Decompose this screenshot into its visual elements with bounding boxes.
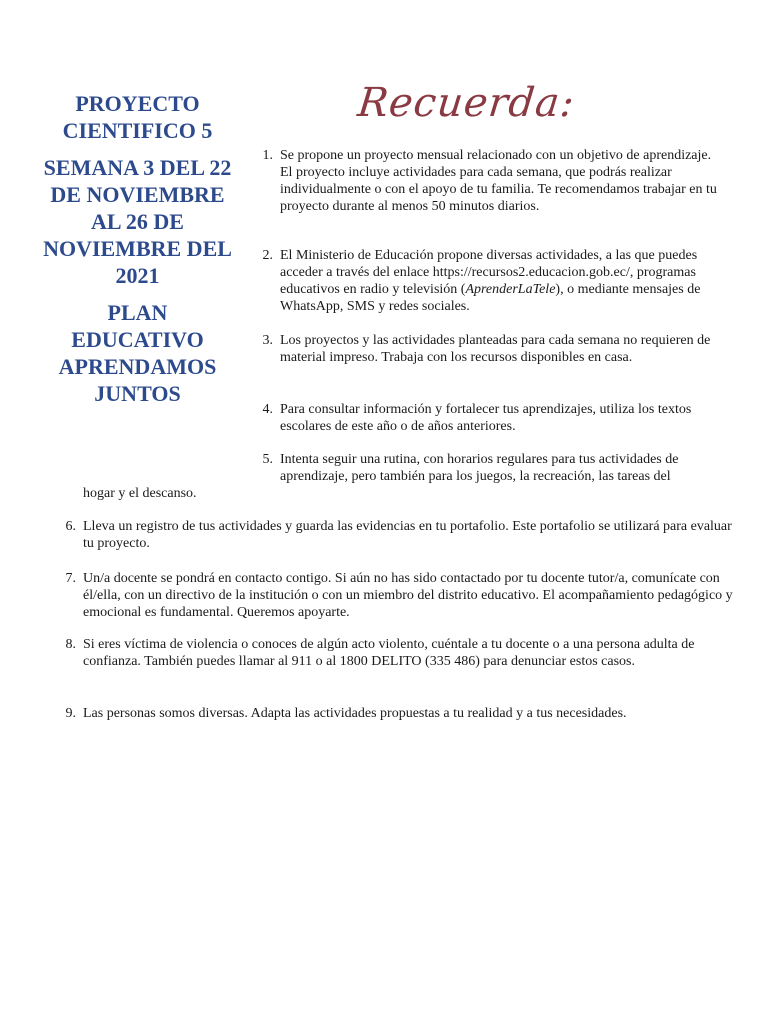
list-text: Los proyectos y las actividades planteadas para cada semana no requieren de material impreso. Trabaja con los recursos disponibles en casa. bbox=[280, 333, 711, 365]
list-text: Si eres víctima de violencia o conoces de algún acto violento, cuéntale a tu docente o a una persona adulta de confianza. También puedes llamar al 911 o al 1800 DELITO (335 486) para denunciar estos casos. bbox=[83, 637, 695, 669]
list-number: 1. bbox=[262, 148, 273, 163]
list-number: 3. bbox=[262, 333, 273, 348]
list-number: 5. bbox=[262, 452, 273, 467]
italic-program-name: AprenderLaTele bbox=[465, 282, 556, 297]
list-number: 4. bbox=[262, 402, 273, 417]
list-item-5-continuation: hogar y el descanso. bbox=[83, 486, 197, 501]
list-number: 6. bbox=[65, 519, 76, 534]
list-text bbox=[280, 247, 725, 315]
plan-title: PLAN EDUCATIVO APRENDAMOS JUNTOS bbox=[58, 300, 217, 406]
list-number: 7. bbox=[65, 571, 76, 586]
list-text: Un/a docente se pondrá en contacto contigo. Si aún no has sido contactado por tu docente tutor/a, comunícate con él/ella, con un directivo de la institución o con un miembro del distrito educativo. El acompañamiento pedagógico y emocional es fundamental. Queremos apoyarte. bbox=[83, 571, 733, 620]
list-text: Se propone un proyecto mensual relacionado con un objetivo de aprendizaje. El proyecto incluye actividades para cada semana, que podrás realizar individualmente o con el apoyo de tu familia. Te recomendamos trabajar en tu proyecto durante al menos 50 minutos diarios. bbox=[280, 148, 717, 214]
text-before-link: El Ministerio de Educación propone diversas actividades, a las que puedes acceder a través del enlace https://recursos2.educacion.gob.ec/, programas educativos en radio y televisión ( bbox=[280, 248, 698, 297]
week-range: SEMANA 3 DEL 22 DE NOVIEMBRE AL 26 DE NOVIEMBRE DEL 2021 bbox=[43, 155, 232, 288]
text-after-link: ), o mediante mensajes de WhatsApp, SMS y redes sociales. bbox=[280, 282, 701, 314]
recuerda-heading: Recuerda: bbox=[355, 80, 578, 126]
list-number: 8. bbox=[65, 637, 76, 652]
list-number: 9. bbox=[65, 706, 76, 721]
sidebar-title-block bbox=[40, 90, 235, 407]
list-text: Para consultar información y fortalecer tus aprendizajes, utiliza los textos escolares de este año o de años anteriores. bbox=[280, 402, 692, 434]
project-title: PROYECTO CIENTIFICO 5 bbox=[62, 91, 213, 143]
list-text: Las personas somos diversas. Adapta las actividades propuestas a tu realidad y a tus necesidades. bbox=[83, 706, 627, 721]
list-text: Lleva un registro de tus actividades y guarda las evidencias en tu portafolio. Este portafolio se utilizará para evaluar tu proyecto. bbox=[83, 519, 732, 551]
list-number: 2. bbox=[262, 248, 273, 263]
list-text: Intenta seguir una rutina, con horarios regulares para tus actividades de aprendizaje, pero también para los juegos, la recreación, las tareas del bbox=[280, 452, 679, 484]
